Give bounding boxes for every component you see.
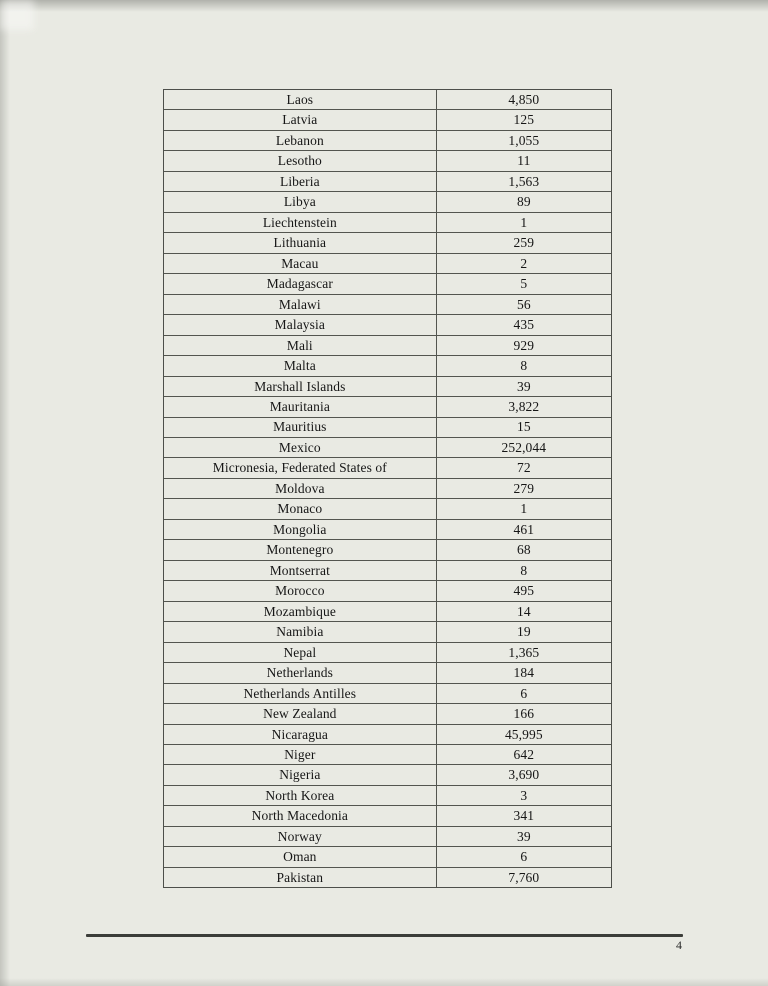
country-cell: Mozambique: [164, 602, 437, 621]
table-row: [164, 805, 611, 825]
country-cell: North Macedonia: [164, 806, 437, 825]
value-cell: 495: [513, 583, 535, 599]
page-number: 4: [676, 938, 682, 952]
table-row: [164, 212, 611, 232]
country-cell: Nigeria: [164, 765, 437, 784]
table-row: [164, 417, 611, 437]
table-row: [164, 826, 611, 846]
table-row: [164, 724, 611, 744]
table-row: [164, 253, 611, 273]
table-row: [164, 457, 611, 477]
table-row: [164, 376, 611, 396]
scan-edge-bottom: [0, 978, 768, 986]
table-row: [164, 764, 611, 784]
table-row: [164, 683, 611, 703]
country-cell: Oman: [164, 847, 437, 866]
table-row: [164, 314, 611, 334]
table-row: [164, 90, 611, 109]
value-cell: 11: [517, 153, 531, 169]
table-row: [164, 335, 611, 355]
value-cell: 14: [516, 603, 531, 619]
table-row: [164, 785, 611, 805]
value-cell: 435: [513, 317, 535, 333]
value-cell: 7,760: [508, 869, 540, 885]
table-row: [164, 478, 611, 498]
value-cell: 56: [516, 296, 531, 312]
table-row: [164, 744, 611, 764]
value-cell: 259: [513, 235, 535, 251]
value-cell: 3: [520, 787, 528, 803]
table-row: [164, 621, 611, 641]
value-cell: 68: [516, 542, 531, 558]
table-row: [164, 130, 611, 150]
country-cell: Laos: [164, 90, 437, 109]
country-cell: New Zealand: [164, 704, 437, 723]
scan-corner-highlight: [0, 0, 34, 30]
value-cell: 15: [516, 419, 531, 435]
country-cell: Lebanon: [164, 131, 437, 150]
table-row: [164, 232, 611, 252]
country-cell: Malawi: [164, 295, 437, 314]
country-cell: Mauritius: [164, 418, 437, 437]
value-cell: 166: [513, 706, 535, 722]
value-cell: 461: [513, 521, 535, 537]
country-cell: Mauritania: [164, 397, 437, 416]
country-cell: Mali: [164, 336, 437, 355]
country-cell: Niger: [164, 745, 437, 764]
table-row: [164, 191, 611, 211]
country-cell: Madagascar: [164, 274, 437, 293]
country-cell: Nepal: [164, 643, 437, 662]
value-cell: 6: [520, 849, 528, 865]
country-cell: Latvia: [164, 110, 437, 129]
value-cell: 8: [520, 562, 528, 578]
country-cell: Nicaragua: [164, 725, 437, 744]
value-cell: 1,563: [508, 173, 540, 189]
value-cell: 1: [520, 214, 528, 230]
table-row: [164, 150, 611, 170]
footer-rule: [86, 934, 683, 937]
value-cell: 252,044: [501, 439, 547, 455]
table-row: [164, 662, 611, 682]
country-cell: Marshall Islands: [164, 377, 437, 396]
country-cell: Lithuania: [164, 233, 437, 252]
table-row: [164, 846, 611, 866]
country-cell: Malaysia: [164, 315, 437, 334]
table-row: [164, 601, 611, 621]
country-cell: Morocco: [164, 581, 437, 600]
value-cell: 8: [520, 358, 528, 374]
value-cell: 1: [520, 501, 528, 517]
value-cell: 184: [513, 665, 535, 681]
table-row: [164, 396, 611, 416]
table-row: [164, 498, 611, 518]
scan-edge-top: [0, 0, 768, 12]
table-row: [164, 355, 611, 375]
value-cell: 45,995: [504, 726, 543, 742]
table-row: [164, 294, 611, 314]
value-cell: 3,690: [508, 767, 540, 783]
country-cell: Namibia: [164, 622, 437, 641]
value-cell: 5: [520, 276, 528, 292]
scan-edge-left: [0, 0, 10, 986]
table-row: [164, 437, 611, 457]
country-cell: Norway: [164, 827, 437, 846]
country-cell: Montenegro: [164, 540, 437, 559]
country-cell: Micronesia, Federated States of: [164, 458, 437, 477]
value-cell: 1,055: [508, 132, 540, 148]
table-row: [164, 519, 611, 539]
country-cell: Pakistan: [164, 868, 437, 887]
table-row: [164, 171, 611, 191]
value-cell: 6: [520, 685, 528, 701]
value-cell: 2: [520, 255, 528, 271]
value-cell: 125: [513, 112, 535, 128]
table-row: [164, 642, 611, 662]
country-cell: Mongolia: [164, 520, 437, 539]
value-cell: 4,850: [508, 91, 540, 107]
table-row: [164, 539, 611, 559]
value-cell: 72: [516, 460, 531, 476]
value-cell: 89: [516, 194, 531, 210]
country-cell: Liechtenstein: [164, 213, 437, 232]
table-row: [164, 867, 611, 887]
country-cell: Monaco: [164, 499, 437, 518]
country-cell: Malta: [164, 356, 437, 375]
country-cell: North Korea: [164, 786, 437, 805]
value-cell: 929: [513, 337, 535, 353]
country-cell: Mexico: [164, 438, 437, 457]
country-cell: Netherlands: [164, 663, 437, 682]
country-cell: Montserrat: [164, 561, 437, 580]
country-cell: Libya: [164, 192, 437, 211]
table-row: [164, 273, 611, 293]
table-row: [164, 580, 611, 600]
value-cell: 39: [516, 378, 531, 394]
value-cell: 1,365: [508, 644, 540, 660]
country-cell: Lesotho: [164, 151, 437, 170]
table-row: [164, 560, 611, 580]
value-cell: 39: [516, 828, 531, 844]
value-cell: 19: [516, 624, 531, 640]
value-cell: 3,822: [508, 399, 540, 415]
country-cell: Netherlands Antilles: [164, 684, 437, 703]
table-row: [164, 109, 611, 129]
country-cell: Liberia: [164, 172, 437, 191]
value-cell: 642: [513, 746, 535, 762]
value-cell: 279: [513, 480, 535, 496]
data-table: [163, 89, 612, 888]
table-row: [164, 703, 611, 723]
country-cell: Macau: [164, 254, 437, 273]
value-cell: 341: [513, 808, 535, 824]
country-cell: Moldova: [164, 479, 437, 498]
